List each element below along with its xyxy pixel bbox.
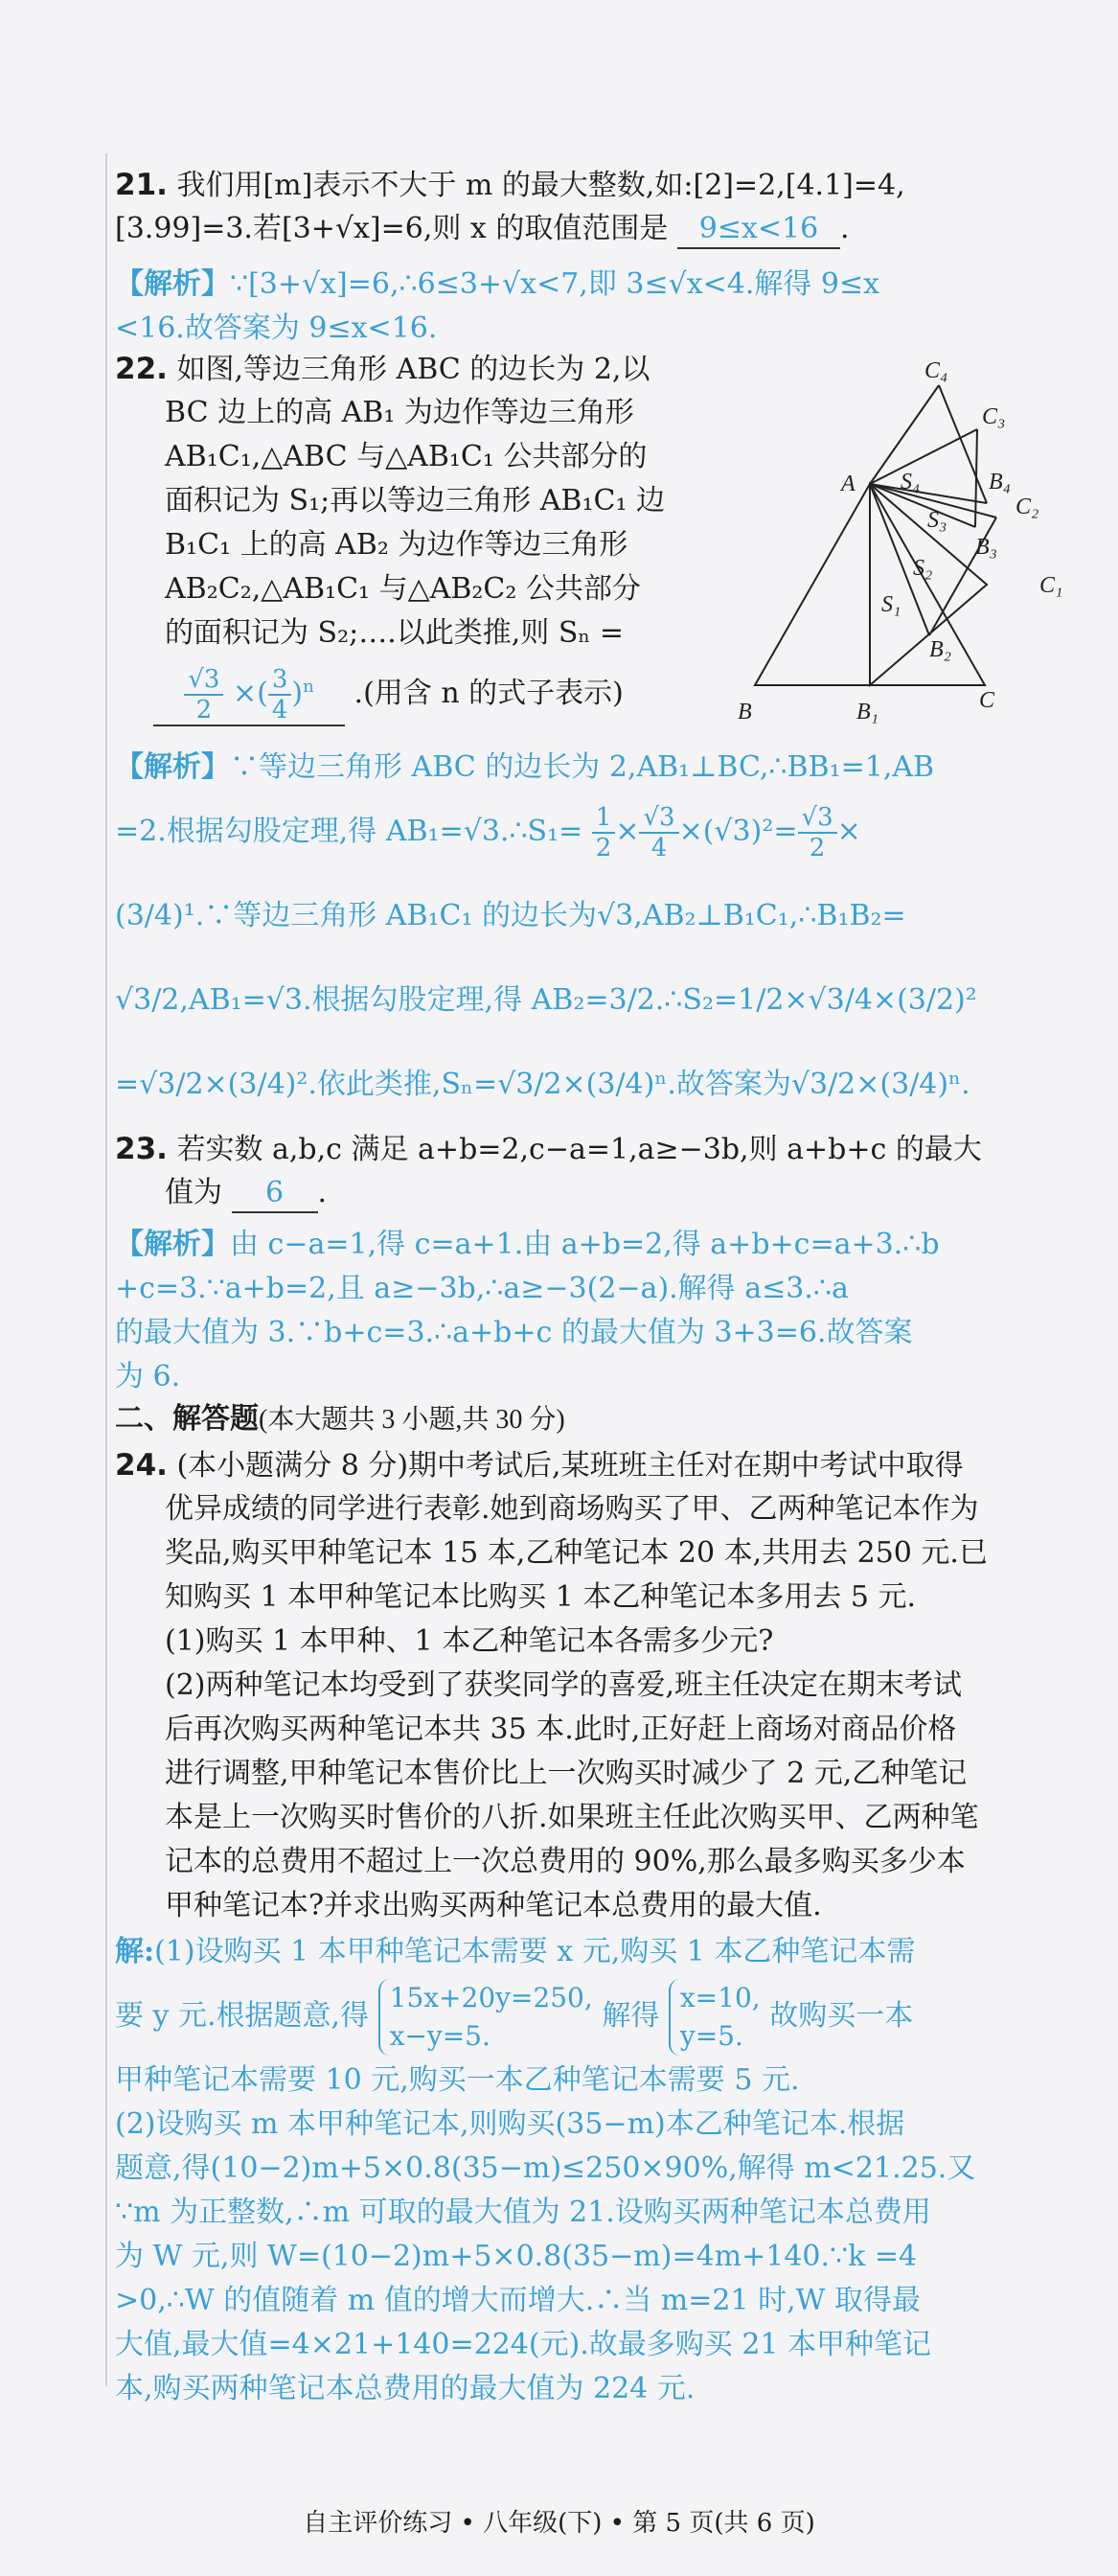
question-text-line: AB₂C₂,△AB₁C₁ 与△AB₂C₂ 公共部分: [165, 572, 641, 606]
label-b1: B₁: [856, 700, 879, 724]
label-b2: B₂: [929, 637, 952, 662]
question-text-line: 若实数 a,b,c 满足 a+b=2,c−a=1,a≥−3b,则 a+b+c 的最大: [176, 1133, 982, 1166]
fraction-numerator: √3: [798, 803, 837, 834]
question-text-line: 的面积记为 S₂;….以此类推,则 Sₙ =: [165, 616, 625, 650]
fraction-denominator: 4: [271, 696, 288, 724]
question-text-line: 知购买 1 本甲种笔记本比购买 1 本乙种笔记本多用去 5 元.: [165, 1580, 917, 1614]
question-text-line: 如图,等边三角形 ABC 的边长为 2,以: [176, 353, 650, 386]
solution-line: √3/2,AB₁=√3.根据勾股定理,得 AB₂=3/2.∴S₂=1/2×√3/4×(3/2)²: [115, 983, 977, 1017]
solution-line: 甲种笔记本需要 10 元,购买一本乙种笔记本需要 5 元.: [115, 2063, 800, 2097]
solution-line: 题意,得(10−2)m+5×0.8(35−m)≤250×90%,解得 m<21.25.又: [115, 2151, 976, 2185]
solution-line: =2.根据勾股定理,得 AB₁=√3.∴S₁=: [115, 815, 583, 848]
question-number: 23.: [115, 1132, 168, 1166]
solution-line: (3/4)¹.∵等边三角形 AB₁C₁ 的边长为√3,AB₂⊥B₁C₁,∴B₁B₂=: [115, 899, 906, 932]
times-sign: ×: [615, 815, 640, 848]
label-c2: C₂: [1015, 494, 1039, 519]
label-s1: S₁: [881, 592, 901, 617]
question-text-line: 进行调整,甲种笔记本售价比上一次购买时减少了 2 元,乙种笔记: [165, 1757, 968, 1790]
question-text-line: (本小题满分 8 分)期中考试后,某班班主任对在期中考试中取得: [176, 1449, 964, 1483]
solution-line: <16.故答案为 9≤x<16.: [115, 311, 438, 345]
question-text-line: 记本的总费用不超过上一次总费用的 90%,那么最多购买多少本: [165, 1845, 966, 1878]
solution-line: 要 y 元.根据题意,得: [115, 1999, 370, 2033]
equation-system: [378, 1979, 593, 2056]
section-heading: [115, 1397, 1063, 1441]
question-number: 21.: [115, 168, 168, 202]
question-text-line: [3.99]=3.若[3+√x]=6,则 x 的取值范围是: [115, 212, 669, 245]
solution-tag: 【解析】: [115, 267, 230, 301]
label-c: C: [979, 688, 995, 713]
question-text-line: 本是上一次购买时售价的八折.如果班主任此次购买甲、乙两种笔: [165, 1801, 979, 1834]
solution-tag: 【解析】: [115, 1228, 230, 1261]
fraction-denominator: 2: [809, 834, 826, 862]
equation-system: [669, 1979, 761, 2056]
section-title: 二、解答题: [115, 1402, 259, 1436]
label-c1: C₁: [1039, 573, 1063, 598]
exponent: n: [303, 677, 314, 697]
times-sign: ×: [232, 677, 258, 710]
section-subtitle: (本大题共 3 小题,共 30 分): [259, 1405, 565, 1435]
label-a: A: [841, 472, 856, 496]
solution-line: ∵等边三角形 ABC 的边长为 2,AB₁⊥BC,∴BB₁=1,AB: [230, 750, 935, 784]
question-text-line: 值为: [165, 1176, 222, 1209]
solution-line: ∵[3+√x]=6,∴6≤3+√x<7,即 3≤√x<4.解得 9≤x: [230, 267, 880, 301]
label-b3: B₃: [975, 535, 998, 560]
label-b: B: [738, 700, 752, 724]
fraction-numerator: 1: [592, 803, 616, 834]
question-text-line: AB₁C₁,△ABC 与△AB₁C₁ 公共部分的: [165, 440, 648, 473]
solution-line: 由 c−a=1,得 c=a+1.由 a+b=2,得 a+b+c=a+3.∴b: [230, 1228, 940, 1261]
question-text-line: (1)购买 1 本甲种、1 本乙种笔记本各需多少元?: [165, 1624, 774, 1658]
punctuation: .: [839, 212, 850, 245]
equation: x−y=5.: [389, 2020, 491, 2052]
question-number: 24.: [115, 1448, 168, 1483]
solution-line: 故购买一本: [769, 1999, 914, 2033]
fraction-denominator: 2: [195, 696, 213, 724]
solution-line: 为 6.: [115, 1360, 181, 1393]
solution-23: [115, 1223, 1063, 1399]
solution-line: 的最大值为 3.∵b+c=3.∴a+b+c 的最大值为 3+3=6.故答案: [115, 1316, 913, 1349]
fraction-denominator: 2: [595, 834, 612, 862]
solution-line: 为 W 元,则 W=(10−2)m+5×0.8(35−m)=4m+140.∵k =4: [115, 2240, 918, 2273]
question-24: [115, 1443, 1063, 1928]
question-22: [115, 347, 728, 732]
segment-ab3: [870, 484, 975, 527]
solution-tag: 解:: [115, 1935, 155, 1968]
times-sign: ×: [836, 815, 861, 848]
answer-blank: 6: [232, 1175, 318, 1213]
solution-line: >0,∴W 的值随着 m 值的增大而增大.∴当 m=21 时,W 取得最: [115, 2284, 922, 2317]
label-c3: C₃: [982, 404, 1006, 429]
question-text-line: 面积记为 S₁;再以等边三角形 AB₁C₁ 边: [165, 484, 666, 518]
answer-blank: $\frac{√3}{2}$ ×( $\frac{3}{4}$ )$^n$: [153, 665, 345, 726]
fraction-numerator: √3: [639, 803, 678, 834]
label-s3: S₃: [927, 508, 947, 533]
question-21: [115, 163, 1063, 251]
fraction-denominator: 4: [650, 834, 668, 862]
question-text-line: (2)两种笔记本均受到了获奖同学的喜爱,班主任决定在期末考试: [165, 1668, 963, 1702]
fraction-numerator: √3: [184, 665, 223, 696]
solution-line: 大值,最大值=4×21+140=224(元).故最多购买 21 本甲种笔记: [115, 2328, 932, 2361]
label-s4: S₄: [901, 470, 921, 494]
left-margin-rule: [105, 153, 107, 2386]
solution-line: ∵m 为正整数,∴m 可取的最大值为 21.设购买两种笔记本总费用: [115, 2196, 931, 2229]
solution-tag: 【解析】: [115, 750, 230, 784]
solution-line: 本,购买两种笔记本总费用的最大值为 224 元.: [115, 2372, 696, 2405]
equation: x=10,: [679, 1982, 761, 2013]
question-text-line: 甲种笔记本?并求出购买两种笔记本总费用的最大值.: [165, 1889, 822, 1922]
equation: y=5.: [679, 2020, 743, 2052]
punctuation: .: [317, 1176, 328, 1209]
solution-24: [115, 1930, 1063, 2411]
solution-22: [115, 746, 1063, 1127]
question-text-line: 后再次购买两种笔记本共 35 本.此时,正好赶上商场对商品价格: [165, 1713, 957, 1746]
label-b4: B₄: [989, 470, 1012, 494]
page-footer: 自主评价练习 • 八年级(下) • 第 5 页(共 6 页): [303, 2509, 815, 2538]
solution-line: (2)设购买 m 本甲种笔记本,则购买(35−m)本乙种笔记本.根据: [115, 2107, 905, 2141]
solution-line: +c=3.∵a+b=2,且 a≥−3b,∴a≥−3(2−a).解得 a≤3.∴a: [115, 1272, 849, 1305]
question-23: [115, 1127, 1063, 1215]
solution-line: ×(√3)²=: [678, 815, 798, 848]
question-text-line: 我们用[m]表示不大于 m 的最大整数,如:[2]=2,[4.1]=4,: [176, 169, 905, 202]
answer-blank: 9≤x<16: [677, 211, 840, 249]
question-number: 22.: [115, 352, 168, 386]
solution-21: [115, 263, 1063, 351]
label-c4: C₄: [924, 358, 948, 383]
question-text-line: BC 边上的高 AB₁ 为边作等边三角形: [165, 396, 634, 429]
solution-line: 解得: [602, 1999, 660, 2033]
question-text-line: .(用含 n 的式子表示): [354, 677, 624, 710]
fraction-numerator: 3: [268, 665, 292, 696]
solution-line: =√3/2×(3/4)².依此类推,Sₙ=√3/2×(3/4)ⁿ.故答案为√3/2×(3/4)ⁿ.: [115, 1068, 970, 1101]
question-text-line: 奖品,购买甲种笔记本 15 本,乙种笔记本 20 本,共用去 250 元.已: [165, 1536, 988, 1570]
solution-line: (1)设购买 1 本甲种笔记本需要 x 元,购买 1 本乙种笔记本需: [154, 1935, 916, 1968]
equation: 15x+20y=250,: [389, 1982, 593, 2013]
question-text-line: B₁C₁ 上的高 AB₂ 为边作等边三角形: [165, 528, 628, 562]
triangle-figure: [738, 345, 1102, 728]
question-text-line: 优异成绩的同学进行表彰.她到商场购买了甲、乙两种笔记本作为: [165, 1492, 979, 1526]
label-s2: S₂: [913, 556, 933, 581]
